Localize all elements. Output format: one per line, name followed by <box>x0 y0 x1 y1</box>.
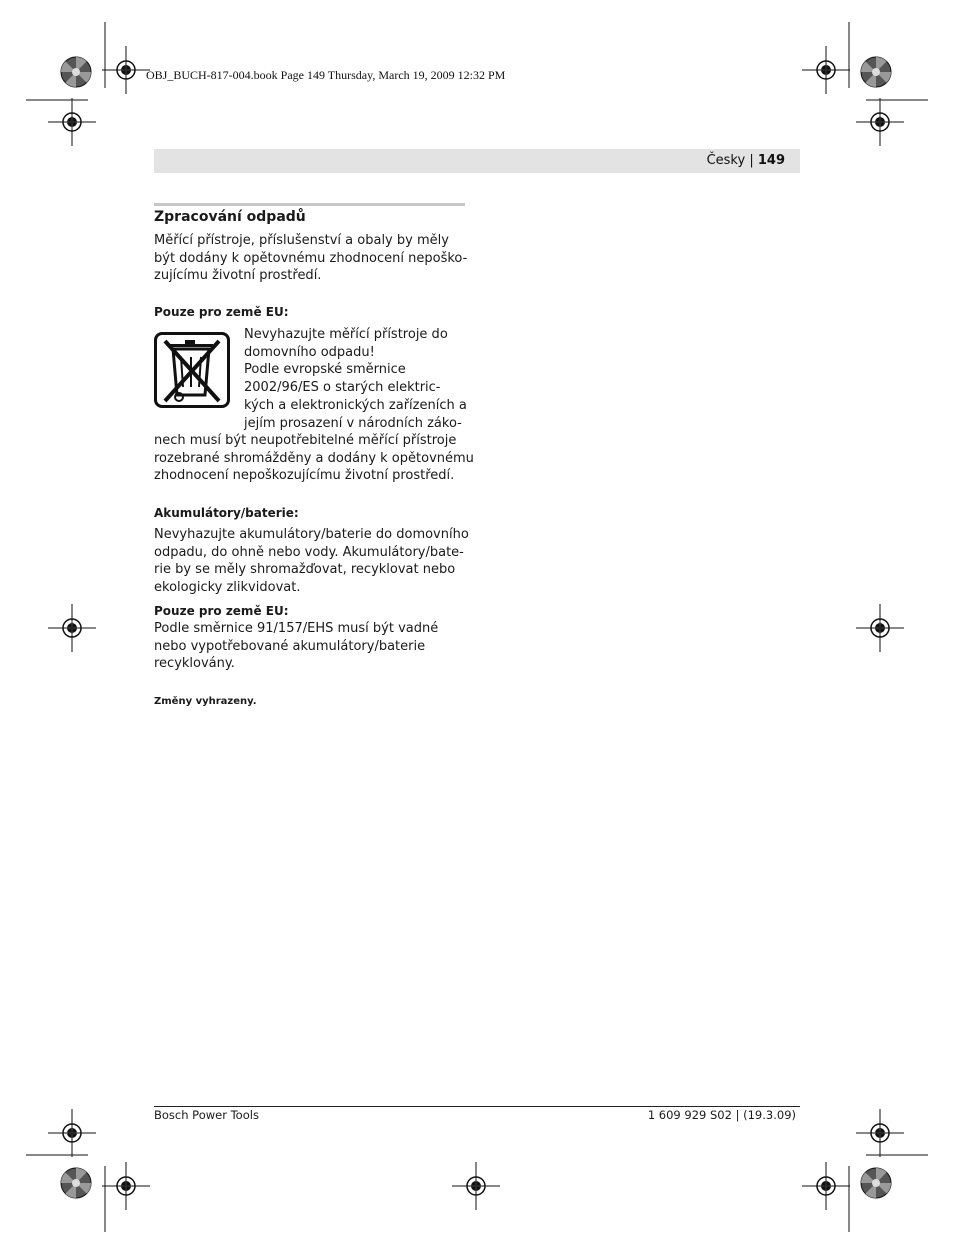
registration-target-icon <box>856 1109 904 1157</box>
registration-target-icon <box>102 1162 150 1210</box>
text-line: Měřící přístroje, příslušenství a obaly by měly <box>154 233 449 248</box>
color-wheel-icon <box>861 1168 891 1198</box>
text-line: Nevyhazujte měřící přístroje do <box>244 327 448 342</box>
text-line: jejím prosazení v národních záko- <box>244 415 462 431</box>
crossed-out-wheelie-bin-icon <box>154 332 230 408</box>
weee-paragraph <box>244 326 474 432</box>
weee-paragraph-continued <box>154 432 474 485</box>
text-line: nebo vypotřebované akumulátory/baterie <box>154 638 426 654</box>
header-separator: | <box>749 153 754 168</box>
color-wheel-icon <box>861 57 891 87</box>
header-text <box>707 153 785 168</box>
text-line: ekologicky zlikvidovat. <box>154 580 301 596</box>
header-language: Česky <box>706 153 746 168</box>
battery-paragraph <box>154 526 474 597</box>
text-line: Nevyhazujte akumulátory/baterie do domovního <box>154 527 469 542</box>
text-line: zujícímu životní prostředí. <box>154 268 322 284</box>
footer-brand: Bosch Power Tools <box>154 1108 259 1122</box>
page-header <box>154 149 800 173</box>
intro-paragraph <box>154 232 474 285</box>
text-line: rie by se měly shromažďovat, recyklovat nebo <box>154 562 456 578</box>
registration-target-icon <box>802 46 850 94</box>
registration-target-icon <box>802 1162 850 1210</box>
footer-divider <box>154 1106 800 1107</box>
registration-target-icon <box>48 98 96 146</box>
registration-target-icon <box>48 604 96 652</box>
text-line: odpadu, do ohně nebo vody. Akumulátory/bate- <box>154 544 464 560</box>
eu-battery-paragraph <box>154 620 474 673</box>
text-line: rozebrané shromážděny a dodány k opětovnému <box>154 450 474 466</box>
registration-target-icon <box>102 46 150 94</box>
eu-heading: Pouze pro země EU: <box>154 305 289 319</box>
registration-target-icon <box>48 1109 96 1157</box>
text-line: zhodnocení nepoškozujícímu životní prostředí. <box>154 468 455 484</box>
text-line: Podle evropské směrnice <box>244 362 406 378</box>
color-wheel-icon <box>61 57 91 87</box>
text-line: nech musí být neupotřebitelné měřící přístroje <box>154 433 457 448</box>
section-divider <box>154 203 465 206</box>
color-wheel-icon <box>61 1168 91 1198</box>
battery-heading: Akumulátory/baterie: <box>154 506 299 520</box>
text-line: Podle směrnice 91/157/EHS musí být vadné <box>154 621 439 636</box>
text-line: domovního odpadu! <box>244 344 375 360</box>
registration-target-icon <box>856 604 904 652</box>
text-line: recyklovány. <box>154 656 235 672</box>
book-info: OBJ_BUCH-817-004.book Page 149 Thursday, March 19, 2009 12:32 PM <box>146 68 506 82</box>
section-title: Zpracování odpadů <box>154 209 306 225</box>
text-line: 2002/96/ES o starých elektric- <box>244 380 441 396</box>
registration-target-icon <box>856 98 904 146</box>
registration-target-icon <box>452 1162 500 1210</box>
text-line: kých a elektronických zařízeních a <box>244 397 467 413</box>
eu-heading: Pouze pro země EU: <box>154 604 289 618</box>
changes-note: Změny vyhrazeny. <box>154 696 257 707</box>
footer-doc-number: 1 609 929 S02 | (19.3.09) <box>647 1108 796 1122</box>
page-number: 149 <box>757 153 785 168</box>
text-line: být dodány k opětovnému zhodnocení nepoško- <box>154 250 468 266</box>
